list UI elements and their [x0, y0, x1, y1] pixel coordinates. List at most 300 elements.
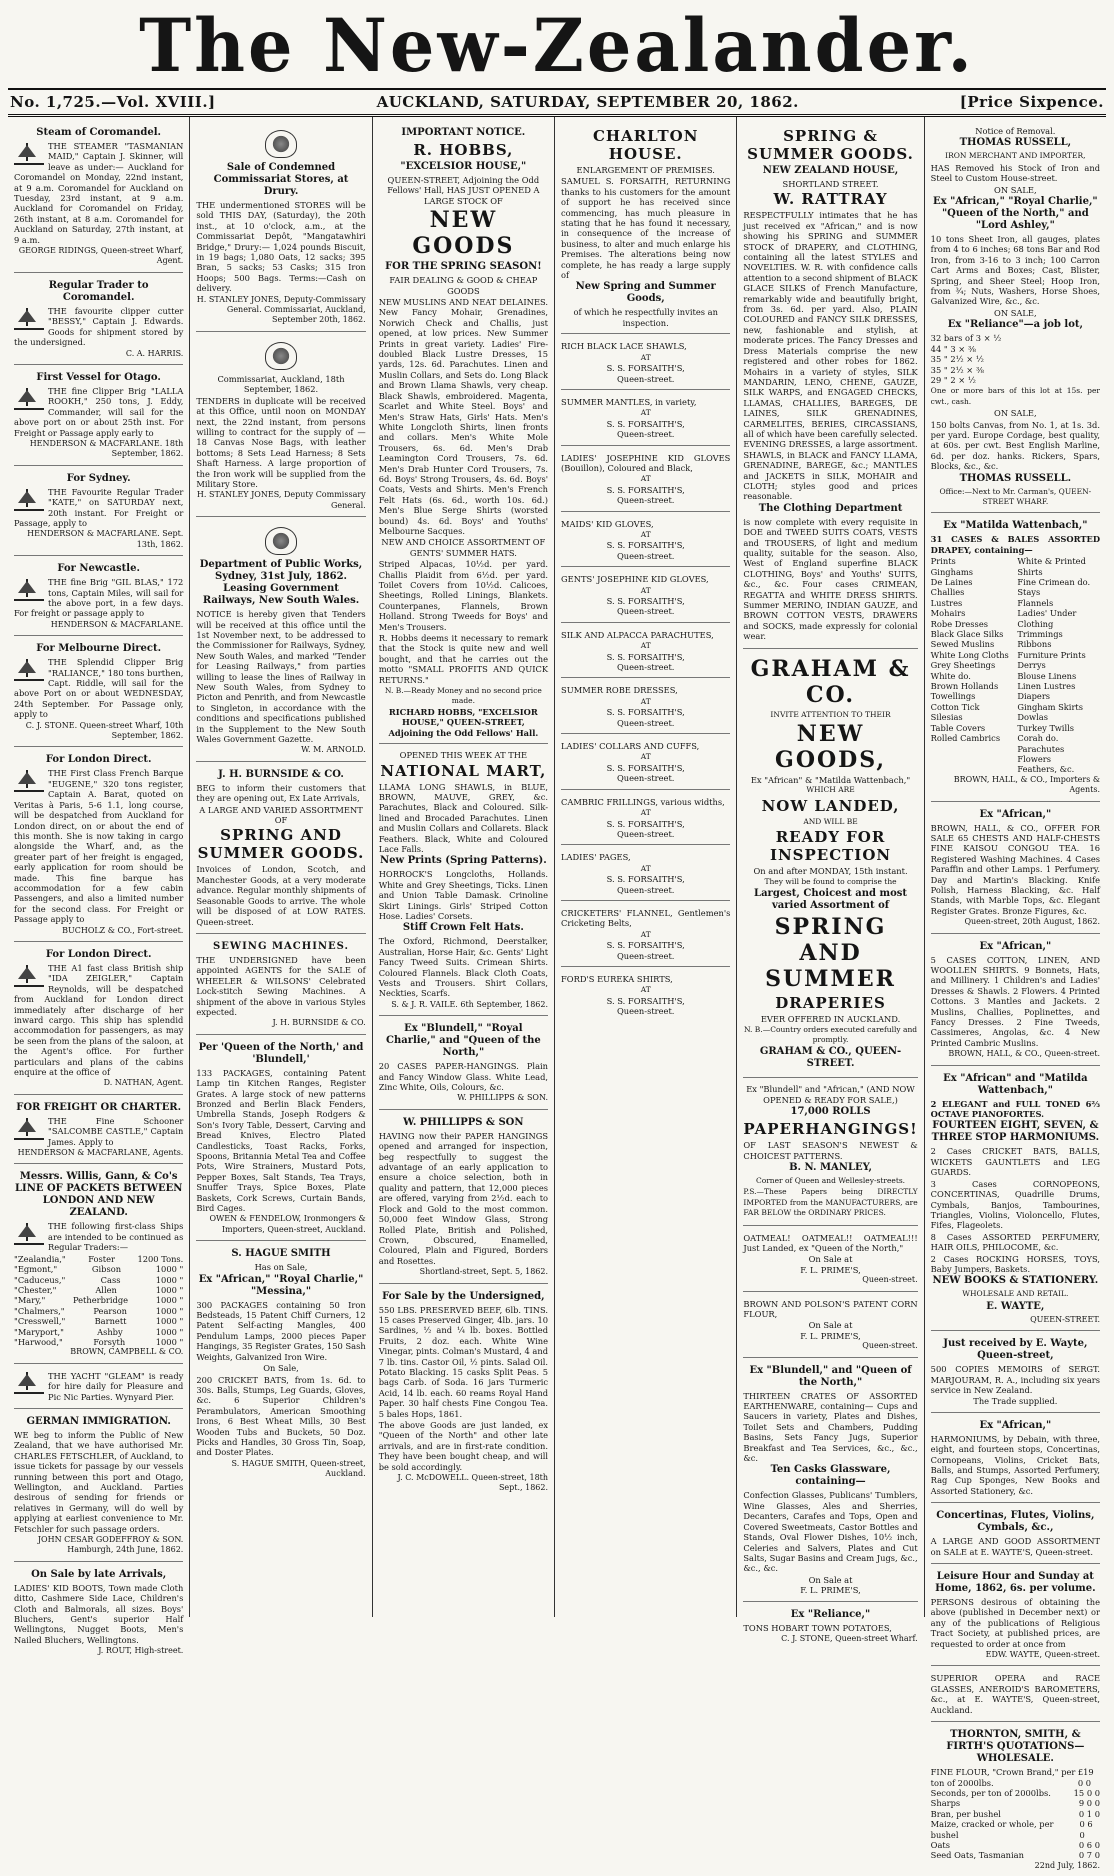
ad-signature: E. WAYTE,	[986, 1300, 1045, 1312]
ad-heading: Ex "Matilda Wattenbach,"	[943, 520, 1088, 532]
list-item: "Egmont," Gibson 1000 "	[14, 1264, 184, 1275]
ad-subheading: On Sale at	[808, 1574, 853, 1585]
item-shop: S. S. FORSAITH'S,	[606, 596, 685, 606]
table-row: FINE FLOUR, "Crown Brand," per ton of 2000lbs. £19 0 0	[930, 1767, 1094, 1788]
ad-body: 150 bolts Canvas, from No. 1, at 1s. 3d. per yard. Europe Cordage, best quality, at 60s. per cwt. Best English Marline, 6d. per doz. hanks. Rickers, Spars, Blocks, &c., &c.	[930, 419, 1101, 472]
ad-subheading: FAIR DEALING & GOOD & CHEAP GOODS	[389, 275, 538, 296]
royal-crest-icon	[265, 527, 297, 555]
item-name: RICH BLACK LACE SHAWLS,	[561, 341, 687, 352]
ad-heading: Ex "African" and "Matilda Wattenbach,"	[943, 1072, 1088, 1096]
ad-body: THE A1 fast class British ship "IDA ZEIGLER," Captain Reynolds, will be despatched from Auckland for London direct immediately after discharge of her inward cargo. This ship has splendid accommodation for passengers, as may be seen from the plans of the saloon, at the Agent's office. For further particulars and plans of the cabins enquire at the office of	[14, 962, 184, 1078]
item-at: AT	[640, 641, 651, 651]
ad-subheading: Ex "African," "Royal Charlie," "Messina,"	[198, 1273, 364, 1297]
list-item: "Zealandia," Foster 1200 Tons.	[14, 1253, 184, 1264]
ad-signature: HENDERSON & MACFARLANE, Agents.	[17, 1148, 184, 1158]
ad-heading: Ex "Reliance,"	[790, 1608, 871, 1620]
ad-body: 2 Cases CRICKET BATS, BALLS, WICKETS GAUNTLETS and LEG GUARDS.	[930, 1146, 1101, 1178]
ship-icon	[14, 386, 44, 410]
ad-body: OATMEAL! OATMEAL!! OATMEAL!!! Just Landed, ex "Queen of the North,"	[743, 1232, 918, 1253]
list-item: Flannels	[1017, 597, 1054, 608]
ad-body: NEW MUSLINS AND NEAT DELAINES. New Fancy Mohair, Grenadines, Norwich Check and Challis, just opened, at low prices. New Summer Prints in great variety. Ladies' Fire-doubled Black Lustre Dresses, 15 yards, 12s. 6d. Parachutes. Linen and Muslin Collars, and Sets do. Long Black and Brown Llama Shawls, very cheap. Black Shawls, embroidered. Magenta, Scarlet and White Steel. Boys' and Men's Straw Hats, Girls' Hats. Men's White Longcloth Shirts, linen fronts and collars. Men's White Mole Trousers, 6s. 6d. Men's Drab Leamington Cord Trousers, 7s. 6d. Men's Drab Hunter Cord Trousers, 7s. 6d. Boys' Strong Trousers, 4s. 6d. Boys' Coats, Vests and Shirts. Men's French Felt Hats (6s. 6d., worth 10s. 6d.) Men's Blue Serge Shirts (worsted bound) 4s. 6d. Boys' and Youths' Melbourne Sacques.	[378, 297, 549, 536]
ad-subheading: INVITE ATTENTION TO THEIR	[770, 709, 891, 719]
ad-body: LADIES' KID BOOTS, Town made Cloth ditto, Cashmere Side Lace, Children's Cloth and Balmorals, all sizes. Boys' Bluchers, Gent's superior Half Wellingtons, Nugget Boots, Men's Nailed Bluchers, Wellingtons.	[14, 1582, 184, 1645]
ad-wayte-pianofortes	[931, 1069, 1100, 1332]
ad-body: BROWN AND POLSON'S PATENT CORN FLOUR,	[743, 1298, 918, 1319]
ad-body: TENDERS in duplicate will be received at this Office, until noon on MONDAY next, the 22nd instant, from persons willing to contract for the supply of — 18 Canvas Nose Bags, with leather bottoms; 8 Sets Lead Harness; 8 Sets Shaft Harness. A large proportion of the Iron work will be supplied from the Military Store.	[196, 395, 366, 489]
ad-signature: C. J. STONE, Queen-street Wharf.	[781, 1633, 918, 1643]
ad-heading: S. HAGUE SMITH	[231, 1248, 331, 1260]
ad-willis-gann-packets	[14, 1167, 183, 1363]
table-row: Sharps 9 0 0	[930, 1798, 1101, 1809]
column-5	[737, 117, 924, 1643]
item-shop: S. S. FORSAITH'S,	[606, 818, 685, 829]
item-at: AT	[640, 529, 651, 539]
ad-heading: Sale of Condemned Commissariat Stores, at Drury.	[213, 162, 349, 197]
ad-signature: S. & J. R. VAILE. 6th September, 1862.	[391, 999, 549, 1009]
forsaith-item	[561, 393, 730, 446]
ship-list	[14, 1254, 183, 1348]
item-at: AT	[640, 352, 651, 362]
ad-subheading: NEW AND CHOICE ASSORTMENT OF GENTS' SUMMER HATS.	[381, 537, 546, 558]
ad-subheading: EVER OFFERED IN AUCKLAND.	[760, 1014, 901, 1025]
ad-body: 5 CASES COTTON, LINEN, AND WOOLLEN SHIRTS. 9 Bonnets, Hats, and Millinery. 1 Children's and Ladies' Dresses & Shawls. 2 Flowers. 4 Printed Cottons. 3 Mantles and Jackets. 2 Muslins, Challies, Poplinettes, and Fancy Dresses. 2 Fine Tweeds, Cassimeres, Angolas, &c. 4 New Printed Cambric Muslins.	[930, 954, 1101, 1048]
ad-display-line: NEW GOODS	[412, 207, 515, 260]
ad-display-line: PAPERHANGINGS!	[743, 1120, 918, 1139]
ad-heading: Leisure Hour and Sunday at Home, 1862, 6s. per volume.	[935, 1571, 1096, 1595]
table-row: Oats 0 6 0	[930, 1839, 1101, 1850]
ad-body: N. B.—Country orders executed carefully and promptly.	[743, 1024, 918, 1044]
ad-body: AND WILL BE	[803, 816, 858, 826]
item-at: AT	[640, 474, 651, 484]
ad-signature: J. ROUT, High-street.	[98, 1646, 184, 1656]
table-row: Bran, per bushel 0 1 0	[930, 1808, 1101, 1819]
ship-icon	[14, 577, 44, 601]
item-street: Queen-street.	[616, 606, 675, 617]
ad-signature: J. H. BURNSIDE & CO.	[272, 1018, 366, 1028]
ad-burnside	[196, 765, 365, 934]
ad-body: 300 PACKAGES containing 50 Iron Bedsteads, 15 Patent Chiff Curners, 12 Patent Self-acting Mangles, 400 Pendulum Lamps, 2000 pieces Paper Hangings, 35 Register Grates, 150 Sash Weights, Galvanized Iron Wire.	[196, 1299, 366, 1362]
ad-body: WE beg to inform the Public of New Zealand, that we have authorised Mr. CHARLES FETSCHLER, of Auckland, to issue tickets for passage by our vessels running between this port and Otago, Wellington, and Auckland. Parties desirous of sending for friends or relatives in Germany, will do well by applying at earliest convenience to Mr. Fetschler for such passage orders.	[14, 1429, 184, 1534]
ad-subheading: "EXCELSIOR HOUSE,"	[400, 161, 527, 172]
ad-body: 20 CASES PAPER-HANGINGS. Plain and Fancy Window Glass. White Lead, Zinc White, Oils, Colours, &c.	[378, 1061, 549, 1093]
ad-body: THIRTEEN CRATES OF ASSORTED EARTHENWARE, containing— Cups and Saucers in variety, Plates and Dishes, Toilet Sets and Chambers, Pudding Basins, Sets Fancy Jugs, Superior Breakfast and Tea Services, &c., &c., &c.	[743, 1390, 918, 1464]
ad-subheading: ENLARGEMENT OF PREMISES.	[576, 165, 715, 175]
ad-display-line: SPRING AND SUMMER GOODS.	[197, 826, 365, 863]
ad-body: The Oxford, Richmond, Deerstalker, Australian, Horse Hair, &c. Gents' Light Fancy Tweed Suits. Crimean Shirts. Coloured Flannels. Black Cloth Coats, Vests and Trousers. Shirt Collars, Neckties, Scarfs.	[378, 936, 549, 999]
ad-heading: Ex "African,"	[979, 1419, 1052, 1431]
ad-body: BROWN, HALL, & CO., OFFER FOR SALE 65 CHESTS AND HALF-CHESTS FINE KAISOU CONGOU TEA. 16 Registered Washing Machines. 4 Cases Paraffin and other Lamps. 1 Perfumery. Day and Martin's Blacking. Knife Polish, Harness Blacking, &c. Half Stands, with Marble Tops, &c. Elegant Register Grates. Bronze Figures, &c.	[930, 822, 1101, 916]
ad-heading: Ex "African,"	[979, 940, 1052, 952]
ad-subheading: On Sale,	[263, 1363, 299, 1374]
list-item: White do.	[930, 670, 971, 681]
ad-signature: C. A. HARRIS.	[125, 348, 184, 358]
column-2	[190, 117, 372, 1617]
column-3	[373, 117, 555, 1617]
masthead	[8, 1, 1106, 90]
forsaith-item	[561, 626, 730, 679]
ad-oatmeal	[743, 1229, 917, 1292]
ad-subheading: 17,000 ROLLS	[790, 1106, 871, 1118]
ship-icon	[14, 306, 44, 330]
ad-body: HORROCK'S Longcloths, Hollands. White and Grey Sheetings, Ticks. Linen and Union Table Damask. Crinoline Skirt Linings. Girls' Striped Cotton Hose. Ladies' Corsets.	[378, 869, 549, 921]
drapery-list-left	[931, 556, 1014, 775]
ad-body: HAVING now their PAPER HANGINGS opened and arranged for inspection, beg respectfully to suggest the advantage of an early application to ensure a choice selection, both in quality and pattern, that 12,000 pieces are offered, varying from 2½d. each to Flock and Gold to the most common. 50,000 feet Window Glass, Strong Rolled Plate, British and Polished, Crown, Obscured, Enamelled, Coloured, Plain and Figured, Borders and Rosettes.	[378, 1130, 549, 1266]
ad-body: THE YACHT "GLEAM" is ready for hire daily for Pleasure and Pic Nic Parties. Wynyard Pier.	[48, 1370, 184, 1402]
ad-signature: Shortland-street, Sept. 5, 1862.	[419, 1267, 549, 1277]
item-shop: S. S. FORSAITH'S,	[606, 540, 685, 551]
ad-signature: BROWN, HALL, & CO., Importers & Agents.	[953, 774, 1101, 795]
ad-subheading: New Spring and Summer Goods,	[575, 281, 716, 305]
ad-subheading: Ex "Reliance"—a job lot,	[947, 319, 1083, 331]
ad-coromandel-steamer	[14, 123, 183, 273]
ad-body: SUPERIOR OPERA and RACE GLASSES, ANEROID'S BAROMETERS, &c., at E. WAYTE'S, Queen-street, Auckland.	[930, 1673, 1101, 1715]
list-item: Prints	[930, 556, 956, 567]
ad-heading: First Vessel for Otago.	[36, 371, 161, 383]
price-label: [Price Sixpence.	[959, 93, 1104, 111]
ad-heading: IMPORTANT NOTICE.	[401, 127, 526, 138]
ad-thomas-russell	[931, 123, 1100, 513]
ad-signature: J. C. McDOWELL. Queen-street, 18th Sept., 1862.	[397, 1473, 549, 1493]
ad-display-line: NOW LANDED,	[761, 796, 900, 815]
ad-body: 10 tons Sheet Iron, all gauges, plates from 4 to 6 inches; 68 tons Bar and Rod Iron, from 3-16 to 3 inch; 100 Carron Cart Arms and Boxes; Cast, Blister, Spring, and Sheer Steel; Hoop Iron, from ¾; Nuts, Washers, Horse Shoes, Galvanized Wire, &c., &c.	[930, 234, 1101, 307]
ad-concertinas	[931, 1506, 1100, 1564]
ship-icon	[14, 768, 44, 792]
ad-body: LLAMA LONG SHAWLS, in BLUE, BROWN, MAUVE, GREY, &c. Parachutes, Black and Coloured. Silk-lined and Brocaded Parachutes. Linen and Muslin Collars and Collarets. Black Feathers. Black, White and Coloured Lace Falls.	[378, 781, 549, 854]
ad-signature: 22nd July, 1862.	[1034, 1860, 1101, 1870]
ad-heading: J. H. BURNSIDE & CO.	[218, 768, 344, 780]
item-street: Queen-street.	[616, 495, 675, 506]
list-item: Ribbons	[1017, 639, 1052, 650]
list-item: Gingham Skirts	[1017, 701, 1083, 712]
ad-body: THE Favourite Regular Trader "KATE," on SATURDAY next, 20th instant. For Freight or Passage, apply to	[14, 486, 184, 528]
item-shop: S. S. FORSAITH'S,	[606, 940, 685, 951]
ad-subheading: 2 ELEGANT and FULL TONED 6⅔ OCTAVE PIANOFORTES.	[930, 1098, 1101, 1120]
ad-heading: Notice of Removal.	[975, 126, 1056, 136]
forsaith-item	[561, 904, 730, 967]
ad-body: THE fine Brig "GIL BLAS," 172 tons, Captain Miles, will sail for the above port, in a few days. For freight or passage apply to	[14, 577, 184, 619]
ad-subheading: Ex "African," "Royal Charlie," "Queen of the North," and "Lord Ashley,"	[933, 196, 1098, 232]
dateline-bar	[8, 88, 1106, 117]
ad-body: The Trade supplied.	[973, 1396, 1058, 1407]
ad-sewing-machines	[196, 937, 365, 1035]
ad-signature: BROWN, CAMPBELL & CO.	[70, 1347, 184, 1357]
item-street: Queen-street.	[616, 662, 675, 673]
columns	[8, 117, 1106, 1870]
ad-body: THE First Class French Barque "EUGENE," 320 tons register, Captain A. Barat, quoted on Veritas à Paris, 5-6 1.1, long course, will be despatched from Auckland for London direct, on or about the end of this month. She is now taking in cargo alongside the Wharf, and, as the greater part of her freight is engaged, early application for room should be made. This fine barque has accommodation for a few cabin Passengers, and also a limited number for the second class. For Freight or Passage apply to	[14, 768, 184, 925]
ad-subheading: Ex "Blundell" and "African," (AND NOW OPENED & READY FOR SALE,)	[746, 1084, 915, 1105]
newspaper-page	[8, 1, 1106, 1870]
list-item: 44 " 3 × ⅜	[930, 343, 976, 354]
ad-display-line: SPRING & SUMMER GOODS.	[747, 127, 914, 163]
ad-heading: GERMAN IMMIGRATION.	[26, 1415, 171, 1427]
ad-body: THE undermentioned STORES will be sold THIS DAY, (Saturday), the 20th inst., at 10 o'clock, a.m., at the Commissariat Depôt, "Mangatawhiri Bridge," Drury:— 1,024 pounds Biscuit, in 19 bags; 1,080 Oats, 12 sacks; 395 Bran, 5 sacks; 53 Casks; 315 Iron Hoops; 500 Bags. Terms:—Cash on delivery.	[196, 200, 366, 294]
ad-kid-boots	[14, 1565, 183, 1662]
forsaith-item	[561, 793, 730, 846]
ad-heading: Ex "Blundell," "Royal Charlie," and "Queen of the North,"	[386, 1023, 541, 1059]
item-name: CRICKETERS' FLANNEL, Gentlemen's Cricketing Belts,	[561, 907, 731, 929]
column-1	[8, 117, 190, 1656]
ad-owen-fendelow	[196, 1038, 365, 1242]
list-item: Derrys	[1017, 660, 1046, 671]
column-4	[555, 117, 737, 1617]
list-item: Parachutes	[1017, 743, 1065, 754]
ad-signature: B. N. MANLEY,	[789, 1161, 872, 1173]
ad-subheading: On Sale at	[808, 1320, 853, 1331]
ad-body: Striped Alpacas, 10½d. per yard. Challis Plaidit from 6½d. per yard. Toilet Covers from 10½d. Calicoes, Sheetings, Rolled Linings, Blankets. Counterpanes, Flannels, Brown Holland. Strong Tweeds for Boys' and Men's Trousers.	[378, 559, 549, 632]
ad-heading: Department of Public Works, Sydney, 31st July, 1862. Leasing Government Railways, New South Wales.	[199, 559, 363, 607]
ad-signature: JOHN CESAR GODEFFROY & SON. Hamburgh, 24th June, 1862.	[37, 1535, 184, 1555]
publication-date: AUCKLAND, SATURDAY, SEPTEMBER 20, 1862.	[376, 93, 799, 111]
list-item: 29 " 2 × ½	[930, 374, 976, 385]
list-item: Sewed Muslins	[930, 639, 995, 650]
list-item: Black Glace Silks	[930, 629, 1004, 640]
ad-display-line: SPRING AND SUMMER	[765, 914, 896, 993]
item-shop: S. S. FORSAITH'S,	[606, 995, 685, 1006]
ad-body: THE favourite clipper cutter "BESSY," Captain J. Edwards. Goods for shipment stored by the undersigned.	[14, 305, 184, 348]
list-item: Flowers	[1017, 753, 1051, 764]
ad-heading: For Newcastle.	[57, 563, 140, 575]
forsaith-item	[561, 848, 730, 901]
ad-body: THE STEAMER "TASMANIAN MAID," Captain J. Skinner, will leave as under:— Auckland for Coromandel on Monday, 22nd instant, at 9 a.m. Coromandel for Auckland on Tuesday, 23rd instant, at 9 a.m. Auckland for Coromandel on Friday, 26th instant, at 8 a.m. Coromandel for Auckland on Saturday, 27th instant, at 9 a.m.	[14, 141, 184, 245]
ad-heading: On Sale by late Arrivals,	[31, 1568, 167, 1580]
ad-signature: Queen-street.	[862, 1275, 918, 1285]
ad-body: Corner of Queen and Wellesley-streets.	[755, 1175, 906, 1185]
item-name: SILK AND ALPACCA PARACHUTES,	[561, 629, 714, 640]
ad-signature: GEORGE RIDINGS, Queen-street Wharf, Agent.	[18, 246, 184, 266]
ad-hobart-potatoes	[743, 1605, 917, 1650]
ad-subheading: A LARGE AND VARIED ASSORTMENT OF	[199, 804, 363, 826]
ad-display-line: THOMAS RUSSELL,	[959, 137, 1072, 149]
ad-subheading: The Clothing Department	[758, 502, 903, 514]
ad-signature: S. HAGUE SMITH, Queen-street, Auckland.	[231, 1458, 366, 1479]
ad-body: R. Hobbs deems it necessary to remark that the Stock is quite new and well bought, and that he carries out the motto "SMALL PROFITS AND QUICK RETURNS."	[378, 633, 549, 685]
item-at: AT	[640, 863, 651, 873]
ad-subheading: F. L. PRIME'S,	[800, 1330, 861, 1341]
ad-body: 8 Cases ASSORTED PERFUMERY, HAIR OILS, PHILOCOME, &c.	[930, 1231, 1101, 1253]
forsaith-item	[561, 570, 730, 623]
ad-subheading: ON SALE,	[994, 184, 1037, 195]
list-item: Ladies' Under Clothing	[1017, 608, 1077, 629]
ad-heading: W. PHILLIPPS & SON	[403, 1116, 524, 1128]
ad-sydney	[14, 469, 183, 556]
ad-body: THE Fine Schooner "SALCOMBE CASTLE," Captain James. Apply to	[48, 1115, 184, 1147]
ad-display-line: DRAPERIES	[775, 994, 886, 1013]
list-item: Robe Dresses	[930, 618, 988, 629]
ad-heading: Ex "Blundell," and "Queen of the North,"	[749, 1364, 912, 1388]
ad-signature: C. J. STONE. Queen-street Wharf, 10th September, 1862.	[25, 720, 184, 741]
ad-subheading: Ten Casks Glassware, containing—	[770, 1464, 891, 1488]
ad-subheading: WHOLESALE AND RETAIL.	[962, 1289, 1069, 1299]
list-item: Lustres	[930, 597, 963, 608]
list-item: Corah do.	[1017, 733, 1059, 744]
ad-subheading: 31 CASES & BALES ASSORTED DRAPEY, containing—	[930, 534, 1101, 555]
ad-body: One or more bars of this lot at 15s. per cwt., cash.	[930, 386, 1101, 406]
ad-national-mart	[379, 747, 548, 1016]
item-name: MAIDS' KID GLOVES,	[561, 518, 654, 529]
item-name: CAMBRIC FRILLINGS, various widths,	[561, 796, 725, 807]
ad-heading: THORNTON, SMITH, & FIRTH'S QUOTATIONS—WHOLESALE.	[946, 1729, 1085, 1765]
ad-corn-flour	[743, 1295, 917, 1358]
item-name: SUMMER ROBE DRESSES,	[561, 685, 678, 696]
ad-body: RESPECTFULLY intimates that he has just received ex "African," and is now showing his SPRING and SUMMER STOCK of DRAPERY, and CLOTHING, containing all the latest STYLES and NOVELTIES. W. R. with confidence calls attention to a second shipment of BLACK GLACE SILKS of French Manufacture, remarkably wide and beautifully bright, from 3s. 6d. per yard. Also, PLAIN COLOURED and FANCY SILK DRESSES, new, fashionable and stylish, at moderate prices. The Fancy Dresses and Dress Materials comprise the new registered and other robes for 1862. Mohairs in a variety of styles, SILK MANDARIN, LENO, CHENE, GAUZE, SILK WARPS, and ENGAGED CHECKS, LLAMAS, CHALLIES, BAREGES, DE LAINES, SILK GRENADINES, CARMELITES, BERIES, CIRCASSIANS, all of which have been carefully selected. EVENING DRESSES, a large assortment. SHAWLS, in BLACK and FANCY LLAMA, GRENADINE, BAREGE, &c.; MANTLES and JACKETS in SILK, MOHAIR and CLOTH; styles good and prices reasonable.	[743, 210, 918, 502]
ad-subheading: New Prints (Spring Patterns).	[380, 855, 547, 867]
ship-icon	[14, 1116, 44, 1140]
ad-signature: D. NATHAN, Agent.	[103, 1078, 184, 1088]
column-6	[925, 117, 1106, 1870]
ad-subheading: ON SALE,	[994, 408, 1037, 419]
ad-phillipps-paper-hangings	[379, 1019, 548, 1110]
ad-signature: Queen-street, 20th August, 1862.	[964, 917, 1101, 927]
ad-subheading: SHORTLAND STREET.	[782, 179, 879, 189]
list-item: Silesias	[930, 712, 963, 723]
ad-subheading: IRON MERCHANT AND IMPORTER,	[945, 151, 1086, 161]
ad-german-immigration	[14, 1412, 183, 1562]
ad-hobbs-excelsior	[379, 123, 548, 744]
list-item: Ginghams	[930, 566, 974, 577]
drapery-list	[931, 556, 1100, 775]
ad-manley-paperhangings	[743, 1081, 917, 1225]
ad-signature: HENDERSON & MACFARLANE.	[50, 619, 184, 629]
ad-body: WHICH ARE	[806, 785, 855, 795]
list-item: Mohairs	[930, 608, 966, 619]
list-item: Fine Crimean do.	[1017, 577, 1091, 587]
ad-brown-hall-cotton	[931, 937, 1100, 1066]
ad-body: is now complete with every requisite in DOE and TWEED SUITS COATS, VESTS and TROUSERS, of light and medium quality, suitable for the season. Also, West of England superfine BLACK CLOTHING, Boys' and Youths' SUITS, &c., &c. Four cases CRIMEAN, REGATTA and WHITE DRESS SHIRTS. Summer MERINO, INDIAN GAUZE, and BROWN COTTON VESTS, DRAWERS and SOCKS, made expressly for colonial wear.	[743, 516, 918, 642]
ad-subheading: ON SALE,	[994, 307, 1037, 318]
ad-signature: HENDERSON & MACFARLANE. Sept. 13th, 1862.	[27, 529, 184, 549]
ad-body: THE fine Clipper Brig "LALLA ROOKH," 250 tons, J. Eddy, Commander, will sail for the above port on or about 25th inst. For Freight or Passage apply early to	[14, 385, 184, 438]
ad-heading: Commissariat, Auckland, 18th September, 1862.	[217, 373, 345, 395]
ad-signature: RICHARD HOBBS, "EXCELSIOR HOUSE," QUEEN-STREET, Adjoining the Odd Fellows' Hall.	[388, 706, 539, 738]
ad-heading: For Melbourne Direct.	[36, 643, 162, 655]
item-street: Queen-street.	[616, 550, 675, 561]
ad-hague-smith	[196, 1244, 365, 1484]
table-row: Maize, cracked or whole, per bushel 0 6 0	[930, 1819, 1093, 1840]
list-item: Furniture Prints	[1017, 649, 1086, 660]
item-at: AT	[640, 408, 651, 418]
ad-london-eugene	[14, 750, 183, 942]
ad-subheading: Ex "African" & "Matilda Wattenbach,"	[750, 775, 911, 786]
ad-body: 2 Cases ROCKING HORSES, TOYS, Baby Jumpers, Baskets.	[930, 1253, 1101, 1274]
ad-phillipps-son	[379, 1113, 548, 1284]
item-shop: S. S. FORSAITH'S,	[606, 418, 685, 429]
item-name: GENTS' JOSEPHINE KID GLOVES,	[561, 574, 709, 585]
forsaith-item	[561, 737, 730, 790]
ad-display-line: READY FOR INSPECTION	[769, 828, 892, 865]
ad-body: N. B.—Ready Money and no second price made.	[384, 686, 542, 706]
ad-heading: Steam of Coromandel.	[36, 127, 162, 138]
ad-london-ida-zeigler	[14, 945, 183, 1095]
ad-commissariat-tenders	[196, 335, 365, 517]
item-name: LADIES' COLLARS AND CUFFS,	[561, 741, 700, 752]
ad-heading: Ex "African,"	[979, 808, 1052, 820]
ad-body: PERSONS desirous of obtaining the above (published in December next) or any of the publications of Religious Tract Society, at published prices, are requested to order at once from	[930, 1597, 1101, 1649]
list-item: "Mary," Petherbridge 1000 "	[14, 1295, 184, 1306]
table-row: Seed Oats, Tasmanian 0 7 0	[930, 1850, 1101, 1861]
forsaith-item	[561, 970, 730, 1022]
ad-body: 133 PACKAGES, containing Patent Lamp tin Kitchen Ranges, Register Grates. A large stock of new patterns Bronzed and Berlin Black Fenders, Umbrella Stands, Joseph Rodgers & Son's Ivory Table, Dessert, Carving and Bread Knives, Electro Plated Candlesticks, Toast Racks, Forks, Spoons, Britannia Metal Tea and Coffee Pots, Wire Strainers, Mustard Pots, Pepper Boxes, Salt Stands, Tea Trays, Snuffer Trays, Spice Boxes, Plate Baskets, Cork Screws, Curtain Bands, Bird Cages.	[196, 1067, 366, 1214]
ad-earthenware	[743, 1361, 917, 1602]
newspaper-title: The New-Zealander.	[139, 1, 975, 90]
list-item: Diapers	[1017, 691, 1051, 702]
ad-body: HARMONIUMS, by Debain, with three, eight, and fourteen stops, Concertinas, Cornopeans, Violins, Cricket Bats, Balls, and Stumps, Assorted Perfumery, Rag Cup Sponges, New Books and Assorted Stationery, &c.	[930, 1433, 1101, 1496]
ship-icon	[14, 963, 44, 987]
ad-heading: Regular Trader to Coromandel.	[48, 279, 149, 303]
ad-body: Invoices of London, Scotch, and Manchester Goods, at a very moderate advance. Regular monthly shipments of Seasonable Goods to arrive. The whole will be disposed of at LOW RATES. Queen-street.	[196, 864, 366, 927]
item-street: Queen-street.	[616, 717, 675, 728]
ad-subheading: NEW ZEALAND HOUSE,	[762, 165, 899, 176]
item-street: Queen-street.	[616, 773, 675, 784]
forsaith-item	[561, 449, 730, 512]
ad-subheading: Has on Sale,	[254, 1262, 308, 1273]
ship-icon	[14, 487, 44, 511]
ad-charlton-house	[561, 123, 730, 334]
list-item: Cotton Tick	[930, 701, 980, 712]
ad-display-line: NEW GOODS,	[775, 721, 886, 774]
ad-body: SAMUEL S. FORSAITH, RETURNING thanks to his customers for the amount of support he has received since commencing, has much pleasure in stating that he has found it necessary, in consequence of the increase of business, to alter and much enlarge his Premises. The alterations being now complete, he has ready a large supply of	[561, 176, 731, 281]
ad-signature: BUCHOLZ & CO., Fort-street.	[62, 925, 184, 935]
item-name: LADIES' PAGES,	[561, 852, 631, 863]
ad-signature: W. PHILLIPPS & SON.	[457, 1093, 549, 1103]
ad-heading: For London Direct.	[45, 948, 152, 960]
item-street: Queen-street.	[616, 373, 675, 384]
ad-body: of which he respectfully invites an inspection.	[573, 307, 718, 328]
ad-heading: SEWING MACHINES.	[213, 940, 349, 952]
item-at: AT	[640, 985, 651, 995]
ad-body: NOTICE is hereby given that Tenders will be received at this office until the 1st November next, to be addressed to the Commissioner for Railways, Sydney, New South Wales, and marked "Tender for Leasing Railways," from parties willing to lease the lines of Railway in New South Wales, from Sydney to Picton and Penrith, and from Newcastle to Singleton, in accordance with the conditions and specifications published in the Supplement to the New South Wales Government Gazette.	[196, 609, 366, 745]
ad-display-line: NEW BOOKS & STATIONERY.	[932, 1275, 1099, 1287]
item-name: LADIES' JOSEPHINE KID GLOVES (Bouillon), Coloured and Black,	[561, 452, 731, 473]
ad-body: They will be found to comprise the	[764, 876, 897, 886]
royal-crest-icon	[265, 130, 297, 158]
list-item: Brown Hollands	[930, 681, 999, 692]
ad-brown-hall-tea	[931, 805, 1100, 934]
ad-body: 550 LBS. PRESERVED BEEF, 6lb. TINS. 15 cases Preserved Ginger, 4lb. jars. 10 Sardines, ½ and ¼ lb. boxes. Bottled Fruits, 2 doz. each. White Wine Vinegar, pints. Colman's Mustard, 4 and 7 lb. tins. Castor Oil, ½ pints. Salad Oil. Potato Blacking. 15 casks Split Peas. 5 bags Carb. of Soda. 16 jars Turmeric Acid, 14 lb. each. 60 reams Royal Hand Paper. 30 half chests Fine Congou Tea. 5 bales Hops, 1861.	[378, 1304, 549, 1419]
ad-leasing-railways	[196, 520, 365, 762]
issue-number: No. 1,725.—Vol. XVIII.]	[10, 93, 216, 111]
ad-coromandel-trader	[14, 276, 183, 365]
ad-subheading: Stiff Crown Felt Hats.	[402, 922, 524, 934]
ad-graham-co	[743, 652, 917, 1079]
item-shop: S. S. FORSAITH'S,	[606, 874, 685, 885]
forsaith-item	[561, 681, 730, 734]
ad-thornton-quotations	[931, 1725, 1100, 1876]
item-at: AT	[640, 752, 651, 762]
ad-body: On and after MONDAY, 15th instant.	[753, 866, 908, 877]
list-item: "Caduceus," Cass 1000 "	[14, 1274, 184, 1285]
ad-signature: GRAHAM & CO., QUEEN-STREET.	[759, 1046, 902, 1070]
ad-heading: Just received by E. Wayte, Queen-street,	[943, 1338, 1088, 1362]
list-item: "Harwood," Forsyth 1000 "	[14, 1336, 184, 1347]
ad-commissariat-sale	[196, 123, 365, 332]
ad-signature: HENDERSON & MACFARLANE. 18th September, 1862.	[29, 438, 184, 459]
ad-body: P.S.—These Papers being DIRECTLY IMPORTED from the MANUFACTURERS, are FAR BELOW the ORDINARY PRICES.	[743, 1187, 918, 1218]
ad-freight-charter	[14, 1098, 183, 1165]
item-at: AT	[640, 929, 651, 939]
ad-subheading: OPENED THIS WEEK AT THE	[399, 750, 528, 761]
item-street: Queen-street.	[616, 950, 675, 961]
item-name: FORD'S EUREKA SHIRTS,	[561, 973, 673, 984]
ad-yacht-gleam	[14, 1367, 183, 1409]
table-row: Seconds, per ton of 2000lbs. 15 0 0	[930, 1787, 1101, 1798]
bar-list	[931, 333, 1100, 385]
ad-body: THE UNDERSIGNED have been appointed AGENTS for the SALE of WHEELER & WILSONS' Celebrated Lock-stitch Sewing Machines. A shipment of the above in various Styles expected.	[196, 954, 366, 1017]
ad-leisure-hour	[931, 1567, 1100, 1666]
ad-body: 500 COPIES MEMOIRS of SERGT. MARJOURAM, R. A., including six years service in New Zealand.	[930, 1364, 1101, 1395]
list-item: "Chester," Allen 1000 "	[14, 1284, 184, 1295]
ad-signature: QUEEN-STREET.	[1030, 1314, 1101, 1324]
ad-signature: EDW. WAYTE, Queen-street.	[985, 1650, 1101, 1660]
